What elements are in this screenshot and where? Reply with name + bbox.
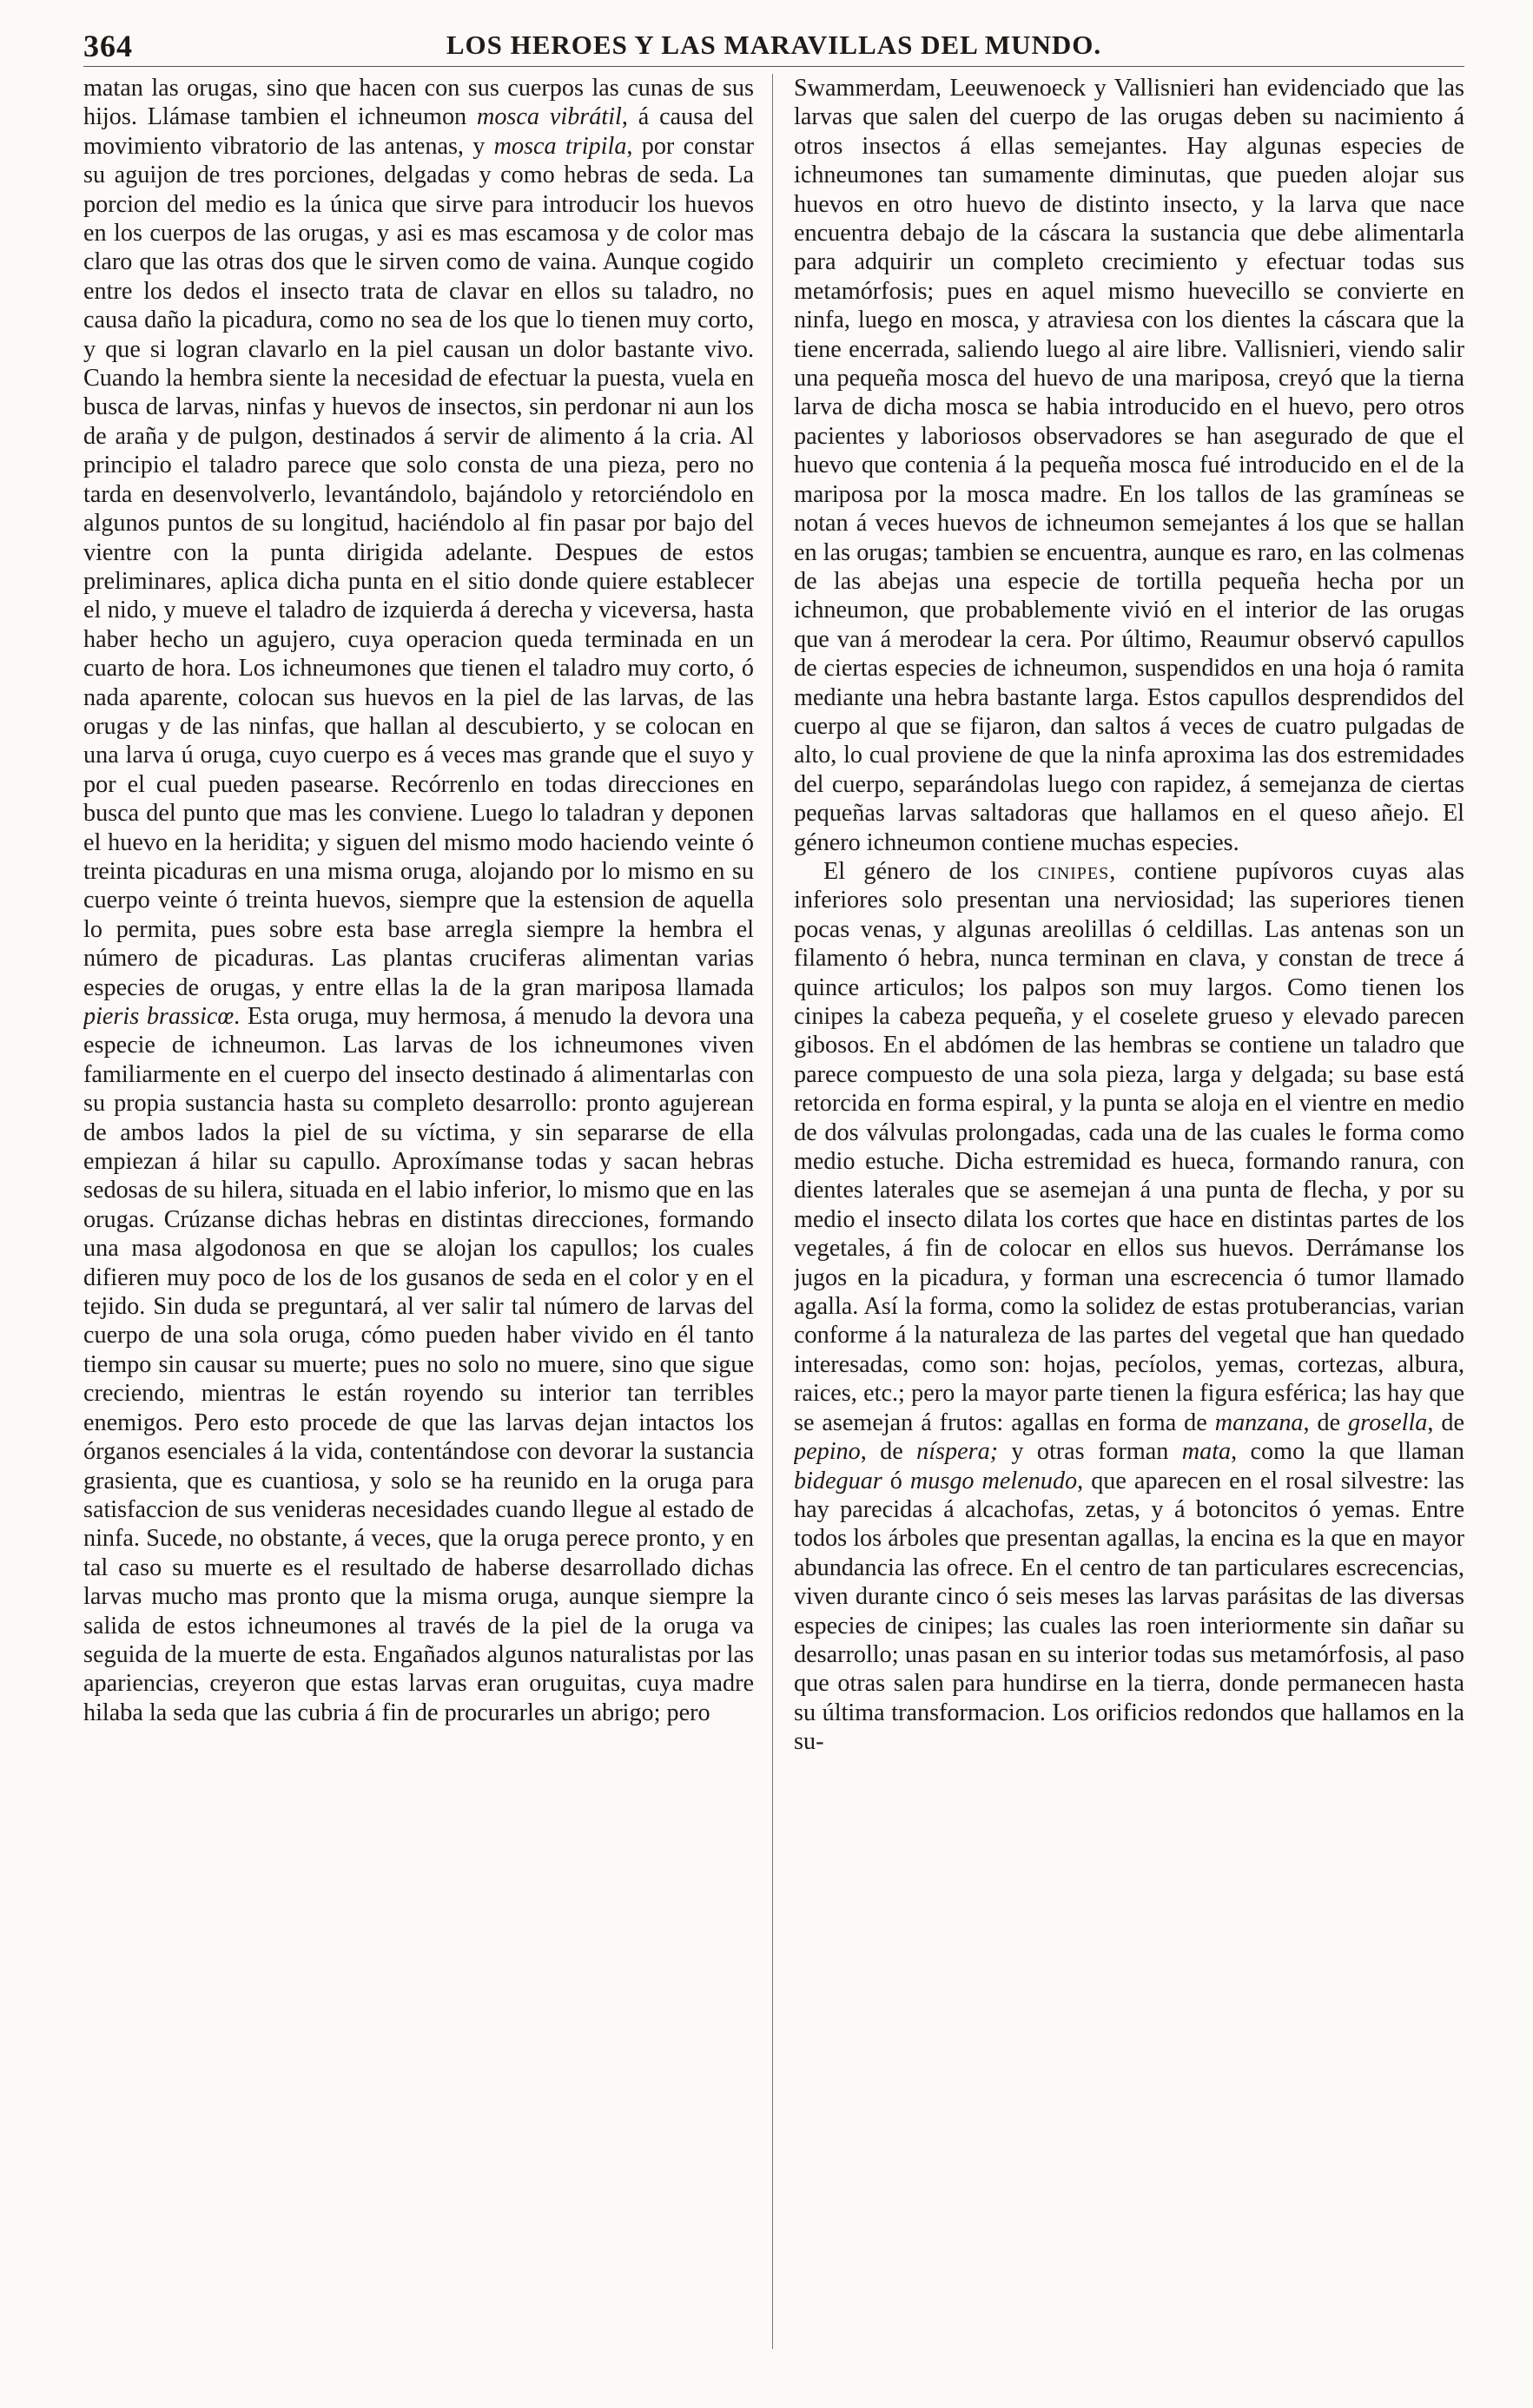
left-paragraph-1: matan las orugas, sino que hacen con sus cuerpos las cunas de sus hijos. Llámase tambien el ichneumon mosca vibrátil, á causa del movimiento vibratorio de las antenas, y mosca tripila, por constar su aguijon de tres porciones, delgadas y como hebras de seda. La porcion del medio es la única que sirve para introducir los huevos en los cuerpos de las orugas, y asi es mas escamosa y de color mas claro que las otras dos que le sirven como de vaina. Aunque cogido entre los dedos el insecto trata de clavar en ellos su taladro, no causa daño la picadura, como no sea de los que lo tienen muy corto, y que si logran clavarlo en la piel causan un dolor bastante vivo. Cuando la hembra siente la necesidad de efectuar la puesta, vuela en busca de larvas, ninfas y huevos de insectos, sin perdonar ni aun los de araña y de pulgon, destinados á servir de alimento á la cria. Al principio el taladro parece que solo consta de una pieza, pero no tarda en desenvolverlo, levantándolo, bajándolo y retorciéndolo en algunos puntos de su longitud, haciéndolo al fin pasar por bajo del vientre con la punta dirigida adelante. Despues de estos preliminares, aplica dicha punta en el sitio donde quiere establecer el nido, y mueve el taladro de izquierda á derecha y viceversa, hasta haber hecho un agujero, cuya operacion queda terminada en un cuarto de hora. Los ichneumones que tienen el taladro muy corto, ó nada aparente, colocan sus huevos en la piel de las larvas, de las orugas y de las ninfas, que hallan al descubierto, y se colocan en una larva ú oruga, cuyo cuerpo es á veces mas grande que el suyo y por el cual pueden pasearse. Recórrenlo en todas direcciones en busca del punto que mas les conviene. Luego lo taladran y deponen el huevo en la heridita; y siguen del mismo modo haciendo veinte ó treinta picaduras en una misma oruga, alojando por lo mismo en su cuerpo veinte ó treinta huevos, siempre que la estension de aquella lo permita, pues sobre esta base arregla siempre la hembra el número de picaduras. Las plantas cruciferas alimentan varias especies de orugas, y entre ellas la de la gran mariposa llamada pieris brassicœ. Esta oruga, muy hermosa, á menudo la devora una especie de ichneumon. Las larvas de los ichneumones viven familiarmente en el cuerpo del insecto destinado á alimentarlas con su propia sustancia hasta su completo desarrollo: pronto agujerean de ambos lados la piel de su víctima, y sin separarse de ella empiezan á hilar su capullo. Aproxímanse todas y sacan hebras sedosas de su hilera, situada en el labio inferior, lo mismo que en las orugas. Crúzanse dichas hebras en distintas direcciones, formando una masa algodonosa en que se alojan los capullos; los cuales difieren muy poco de los de los gusanos de seda en el color y en el tejido. Sin duda se preguntará, al ver salir tal número de larvas del cuerpo de una sola oruga, cómo pueden haber vivido en él tanto tiempo sin causar su muerte; pues no solo no muere, sino que sigue creciendo, mientras le están royendo su interior tan terribles enemigos. Pero esto procede de que las larvas dejan intactos los órganos esenciales á la vida, contentándose con devorar la sustancia grasienta, que es cuantiosa, y solo se ha reunido en la oruga para satisfaccion de sus venideras necesidades cuando llegue al estado de ninfa. Sucede, no obstante, á veces, que la oruga perece pronto, y en tal caso su muerte es el resultado de haberse desarrollado dichas larvas mucho mas pronto que la misma oruga, aunque siempre la salida de estos ichneumones al través de la piel de la oruga va seguida de la muerte de esta. Engañados algunos naturalistas por las apariencias, creyeron que estas larvas eran oruguitas, cuya madre hilaba la seda que las cubria á fin de procurarles un abrigo; pero bbox=[83, 75, 754, 1726]
italic-term: pieris brassicœ bbox=[83, 1003, 235, 1030]
italic-term: níspera; bbox=[916, 1438, 999, 1466]
right-paragraph-2: El género de los cinipes, contiene pupívoros cuyas alas inferiores solo presentan una nerviosidad; las superiores tienen pocas venas, y algunas areolillas ó celdillas. Las antenas son un filamento ó hebra, nunca terminan en clava, y constan de trece á quince articulos; los palpos son muy largos. Como tienen los cinipes la cabeza pequeña, y el coselete grueso y elevado parecen gibosos. En el abdómen de las hembras se contiene un taladro que parece compuesto de una sola pieza, larga y delgada; su base está retorcida en forma espiral, y la punta se aloja en el vientre en medio de dos válvulas prolongadas, cada una de las cuales le forma como medio estuche. Dicha estremidad es hueca, formando ranura, con dientes laterales que se asemejan á una punta de flecha, y por su medio el insecto dilata los cortes que hace en distintas partes de los vegetales, á fin de colocar en ellos sus huevos. Derrámanse los jugos en la picadura, y forman una escrecencia ó tumor llamado agalla. Así la forma, como la solidez de estas protuberancias, varian conforme á la naturaleza de las partes del vegetal que han quedado interesadas, como son: hojas, pecíolos, yemas, cortezas, albura, raices, etc.; pero la mayor parte tienen la figura esférica; las hay que se asemejan á frutos: agallas en forma de manzana, de grosella, de pepino, de níspera; y otras forman mata, como la que llaman bideguar ó musgo melenudo, que aparecen en el rosal silvestre: las hay parecidas á alcachofas, zetas, y á botoncitos ó yemas. Entre todos los árboles que presentan agallas, la encina es la que en mayor abundancia las ofrece. En el centro de tan particulares escrecencias, viven durante cinco ó seis meses las larvas parásitas de las diversas especies de cinipes; las cuales las roen interiormente sin dañar su desarrollo; unas pasan en su interior todas sus metamórfosis, al paso que otras salen para hundirse en la tierra, donde permanecen hasta su última transformacion. Los orificios redondos que hallamos en la su- bbox=[794, 857, 1464, 1756]
right-column bbox=[794, 74, 1464, 2349]
page-header bbox=[83, 26, 1464, 67]
left-column bbox=[83, 74, 754, 2349]
running-title: LOS HEROES Y LAS MARAVILLAS DEL MUNDO. bbox=[446, 30, 1102, 60]
page-number: 364 bbox=[83, 29, 133, 63]
italic-term: grosella bbox=[1348, 1409, 1428, 1436]
italic-term: mosca vibrátil bbox=[476, 103, 622, 131]
text-columns bbox=[83, 74, 1464, 2349]
italic-term: bideguar bbox=[794, 1467, 882, 1494]
genus-name: cinipes bbox=[1037, 857, 1110, 885]
italic-term: mata bbox=[1181, 1438, 1232, 1466]
right-paragraph-1: Swammerdam, Leeuwenoeck y Vallisnieri han evidenciado que las larvas que salen del cuerpo de las orugas deben su nacimiento á otros insectos á ellas semejantes. Hay algunas especies de ichneumones tan sumamente diminutas, que pueden alojar sus huevos en otro huevo de distinto insecto, y la larva que nace encuentra debajo de la cáscara la sustancia que debe alimentarla para adquirir un completo crecimiento y efectuar todas sus metamórfosis; pues en aquel mismo huevecillo se convierte en ninfa, luego en mosca, y atraviesa con los dientes la cáscara que la tiene encerrada, saliendo luego al aire libre. Vallisnieri, viendo salir una pequeña mosca del huevo de una mariposa, creyó que la tierna larva de dicha mosca se habia introducido en el huevo, pero otros pacientes y laboriosos observadores se han asegurado de que el huevo que contenia á la pequeña mosca fué introducido en el de la mariposa por la mosca madre. En los tallos de las gramíneas se notan á veces huevos de ichneumon semejantes á los que se hallan en las orugas; tambien se encuentra, aunque es raro, en las colmenas de las abejas una especie de tortilla pequeña hecha por un ichneumon, que probablemente vivió en el interior de las orugas que van á merodear la cera. Por último, Reaumur observó capullos de ciertas especies de ichneumon, suspendidos en una hoja ó ramita mediante una hebra bastante larga. Estos capullos desprendidos del cuerpo al que se fijaron, dan saltos á veces de cuatro pulgadas de alto, lo cual proviene de que la ninfa aproxima las dos estremidades del cuerpo, separándolas luego con rapidez, á semejanza de ciertas pequeñas larvas saltadoras que hallamos en el queso añejo. El género ichneumon contiene muchas especies. bbox=[794, 75, 1464, 856]
italic-term: manzana bbox=[1214, 1409, 1304, 1436]
book-page bbox=[83, 26, 1464, 2371]
italic-term: musgo melenudo bbox=[909, 1467, 1078, 1494]
column-divider bbox=[772, 74, 773, 2349]
italic-term: pepino bbox=[794, 1438, 861, 1466]
italic-term: mosca tripila bbox=[493, 132, 627, 160]
